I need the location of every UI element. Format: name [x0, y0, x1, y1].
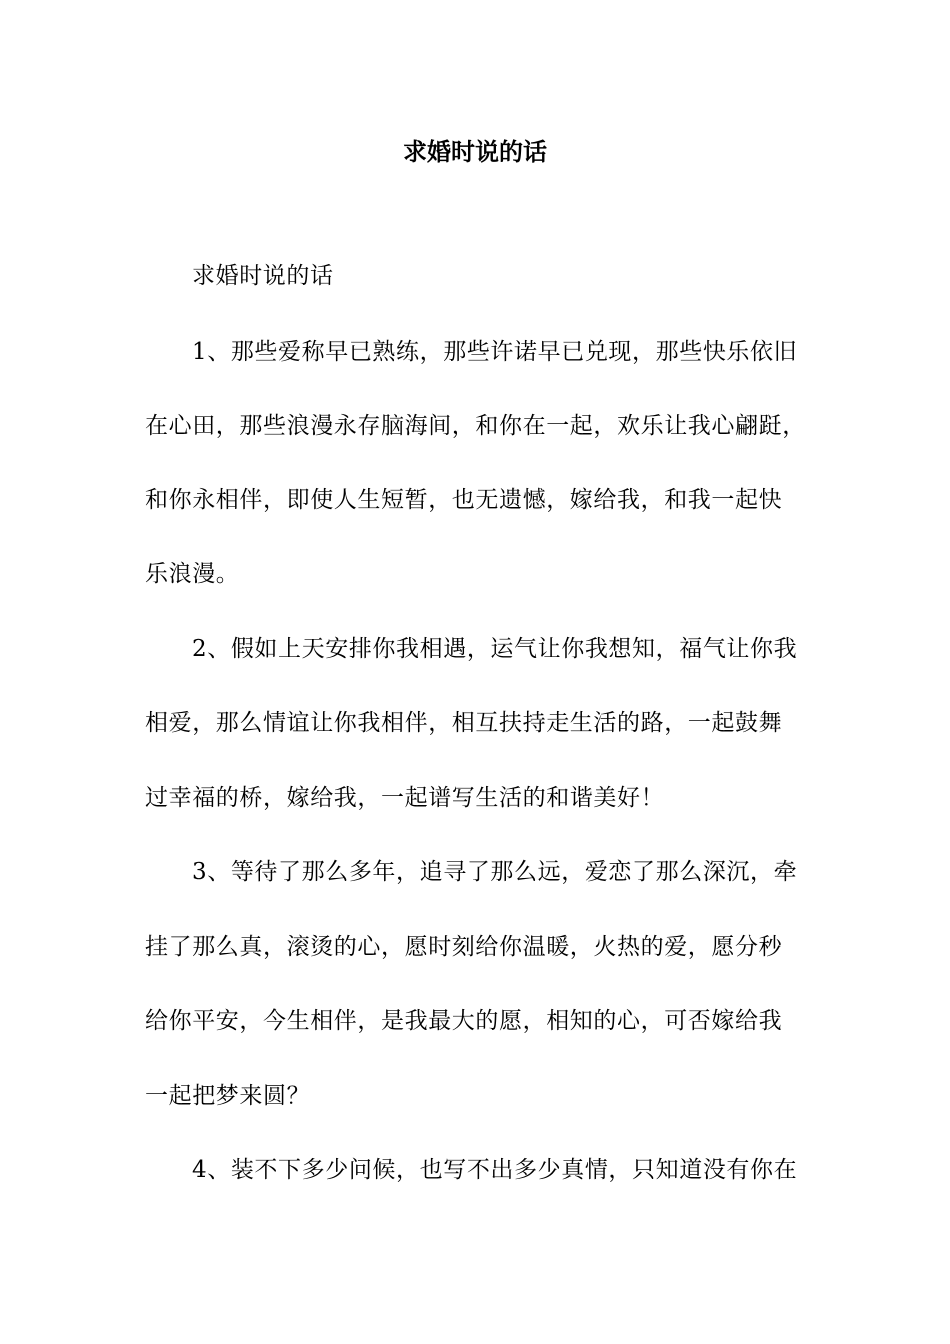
paragraph-2-line-1: 2、假如上天安排你我相遇，运气让你我想知，福气让你我 — [192, 636, 798, 662]
paragraph-3-line-2: 挂了那么真，滚烫的心，愿时刻给你温暖，火热的爱，愿分秒 — [145, 934, 783, 960]
paragraph-1-line-1: 1、那些爱称早已熟练，那些许诺早已兑现，那些快乐依旧 — [192, 339, 798, 365]
paragraph-3-line-4: 一起把梦来圆？ — [145, 1083, 311, 1109]
paragraph-2-line-2: 相爱，那么情谊让你我相伴，相互扶持走生活的路，一起鼓舞 — [145, 710, 783, 736]
paragraph-2-line-3: 过幸福的桥，嫁给我，一起谱写生活的和谐美好！ — [145, 785, 665, 811]
paragraph-1-line-4: 乐浪漫。 — [145, 561, 240, 587]
subtitle-line: 求婚时说的话 — [192, 263, 334, 289]
paragraph-1-line-2: 在心田，那些浪漫永存脑海间，和你在一起，欢乐让我心翩跹， — [145, 413, 806, 439]
paragraph-3-line-3: 给你平安，今生相伴，是我最大的愿，相知的心，可否嫁给我 — [145, 1008, 783, 1034]
paragraph-3-line-1: 3、等待了那么多年，追寻了那么远，爱恋了那么深沉，牵 — [192, 859, 798, 885]
paragraph-1-line-3: 和你永相伴，即使人生短暂，也无遗憾，嫁给我，和我一起快 — [145, 487, 783, 513]
document-title: 求婚时说的话 — [403, 137, 547, 166]
paragraph-4-line-1: 4、装不下多少问候，也写不出多少真情，只知道没有你在 — [192, 1157, 798, 1183]
